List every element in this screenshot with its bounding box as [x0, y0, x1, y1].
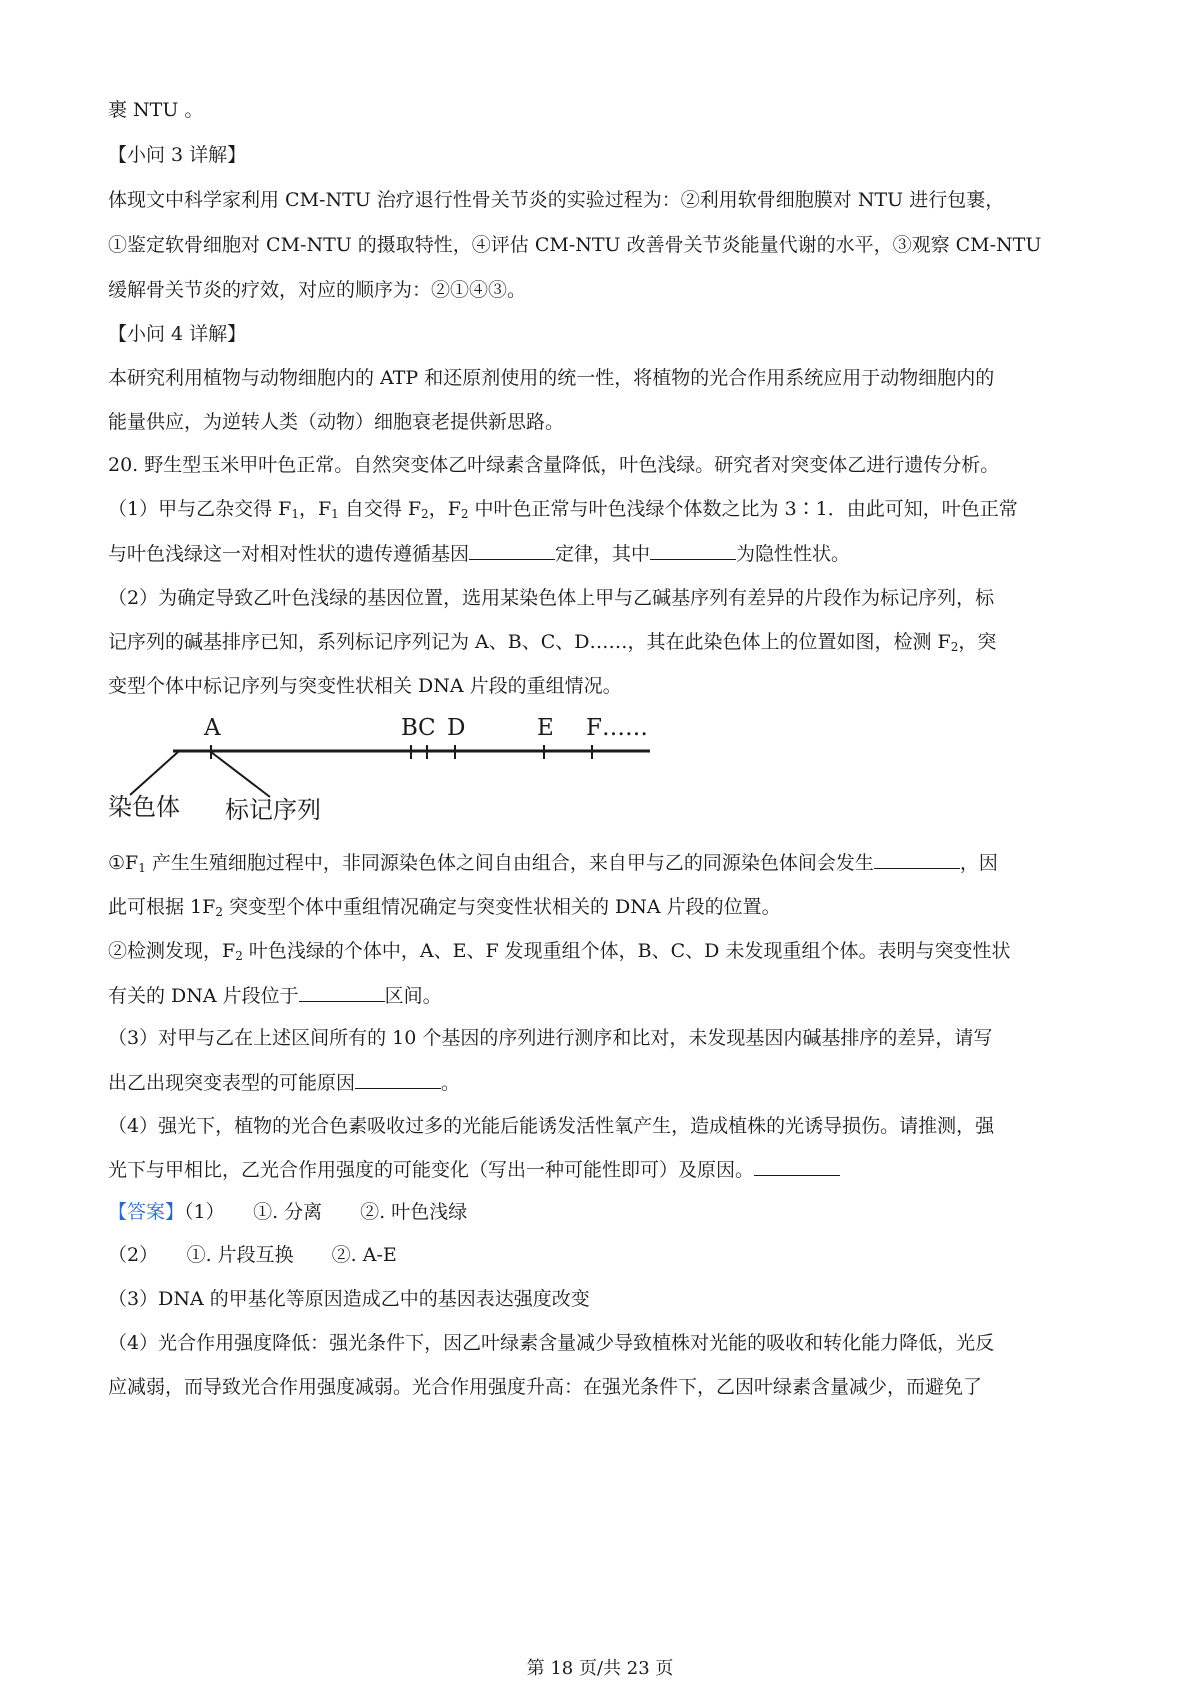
text-line: 光下与甲相比，乙光合作用强度的可能变化（写出一种可能性即可）及原因。 — [108, 1157, 1108, 1182]
text-line: （4）强光下，植物的光合色素吸收过多的光能后能诱发活性氧产生，造成植株的光诱导损伤。请推测，强 — [108, 1115, 995, 1137]
marker-label-d: D — [447, 715, 466, 741]
question-title: 20. 野生型玉米甲叶色正常。自然突变体乙叶绿素含量降低，叶色浅绿。研究者对突变体乙进行遗传分析。 — [108, 454, 1000, 476]
text-line: 裹 NTU 。 — [108, 99, 204, 121]
text-line: 此可根据 $1F_2$ 突变型个体中重组情况确定与突变性状相关的 DNA 片段的位置。 — [108, 896, 781, 919]
text-line: 有关的 DNA 片段位于 区间。 — [108, 985, 442, 1007]
chromosome-label: 染色体 — [108, 793, 180, 821]
text-line: 体现文中科学家利用 CM-NTU 治疗退行性骨关节炎的实验过程为：②利用软骨细胞膜对 NTU 进行包裹， — [108, 189, 1005, 211]
answer-blank — [299, 983, 385, 1002]
marker-pointer — [211, 752, 270, 797]
page-footer: 第 18 页/共 23 页 — [526, 1658, 674, 1679]
text-line: 本研究利用植物与动物细胞内的 ATP 和还原剂使用的统一性，将植物的光合作用系统应用于动物细胞内的 — [108, 367, 995, 389]
marker-label-e: E — [537, 715, 554, 741]
text-line: 缓解骨关节炎的疗效，对应的顺序为：②①④③。 — [108, 279, 527, 301]
answer-line: （2） ①. 片段互换 ②. A-E — [108, 1244, 397, 1266]
text-line: ②检测发现，$F_2$ 叶色浅绿的个体中，A、E、F 发现重组个体，B、C、D 未发现重组个体。表明与突变性状 — [108, 940, 1011, 963]
text-line: 记序列的碱基排序已知，系列标记序列记为 A、B、C、D……，其在此染色体上的位置如图，检测 $F_2$，突 — [108, 631, 997, 654]
text-line: 变型个体中标记序列与突变性状相关 DNA 片段的重组情况。 — [108, 675, 622, 697]
text-line: 出乙出现突变表型的可能原因 。 — [108, 1072, 461, 1094]
answer-line: （4）光合作用强度降低：强光条件下，因乙叶绿素含量减少导致植株对光能的吸收和转化能力降低，光反 — [108, 1332, 995, 1354]
marker-sequence-label: 标记序列 — [225, 796, 321, 824]
text-line: 能量供应，为逆转人类（动物）细胞衰老提供新思路。 — [108, 411, 565, 433]
text-line: （1）甲与乙杂交得 $F_1$，$F_1$ 自交得 $F_2$，$F_2$ 中叶色正常与叶色浅绿个体数之比为 3∶1．由此可知，叶色正常 — [108, 498, 1018, 521]
answer-blank — [650, 541, 736, 560]
section-heading: 【小问 3 详解】 — [108, 144, 247, 166]
marker-label-c: C — [418, 715, 436, 741]
answer-blank — [874, 850, 960, 869]
text-line: 与叶色浅绿这一对相对性状的遗传遵循基因 定律，其中 为隐性性状。 — [108, 543, 851, 565]
marker-label-f: F…… — [586, 715, 648, 741]
answer-line: （3）DNA 的甲基化等原因造成乙中的基因表达强度改变 — [108, 1288, 590, 1310]
text-line: ①鉴定软骨细胞对 CM-NTU 的摄取特性，④评估 CM-NTU 改善骨关节炎能量代谢的水平，③观察 CM-NTU — [108, 234, 1042, 256]
chromosome-diagram — [100, 705, 680, 835]
answer-blank — [469, 541, 555, 560]
marker-label-b: B — [401, 715, 418, 741]
answer-blank — [355, 1070, 441, 1089]
text-line: （2）为确定导致乙叶色浅绿的基因位置，选用某染色体上甲与乙碱基序列有差异的片段作为标记序列，标 — [108, 587, 995, 609]
section-heading: 【小问 4 详解】 — [108, 323, 247, 345]
answer-tag: 【答案】 — [108, 1201, 185, 1223]
marker-label-a: A — [204, 715, 221, 741]
chromosome-pointer — [130, 752, 178, 795]
answer-line: 【答案】（1） ①. 分离 ②. 叶色浅绿 — [108, 1201, 468, 1223]
answer-line: 应减弱，而导致光合作用强度减弱。光合作用强度升高：在强光条件下，乙因叶绿素含量减少，而避免了 — [108, 1376, 983, 1398]
answer-blank — [754, 1157, 840, 1176]
text-line: （3）对甲与乙在上述区间所有的 10 个基因的序列进行测序和比对，未发现基因内碱基排序的差异，请写 — [108, 1027, 993, 1049]
text-line: $①F_1$ 产生生殖细胞过程中，非同源染色体之间自由组合，来自甲与乙的同源染色体间会发生 ，因 — [108, 852, 998, 875]
